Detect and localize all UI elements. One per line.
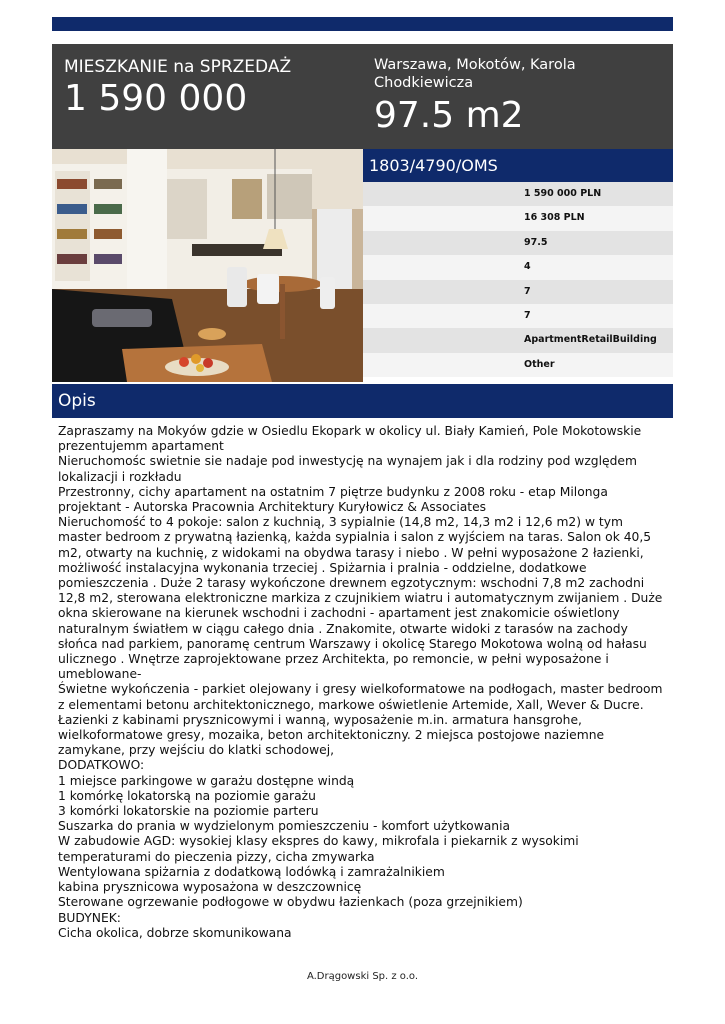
description-paragraph: Nieruchomośc swietnie sie nadaje pod inwestycję na wynajem jak i dla rodziny pod względem lokalizacji i rozkładu <box>58 454 637 484</box>
detail-value: 7 <box>524 309 531 321</box>
top-accent-bar <box>52 17 673 31</box>
description-paragraph: Przestronny, cichy apartament na ostatnim 7 piętrze budynku z 2008 roku - etap Milonga projektant - Autorska Pracownia Architektury Kuryłowicz & Associates <box>58 484 608 515</box>
detail-value: 1 590 000 PLN <box>524 188 602 199</box>
listing-area: 97.5 m2 <box>374 95 524 136</box>
detail-row-price <box>363 182 673 206</box>
description-paragraph: kabina prysznicowa wyposażona w deszczownicę <box>58 880 362 895</box>
listing-reference: 1803/4790/OMS <box>363 149 673 182</box>
listing-header <box>52 44 673 149</box>
description-paragraph: Cicha okolica, dobrze skomunikowana <box>58 925 292 940</box>
description-paragraph: Zapraszamy na Mokyów gdzie w Osiedlu Ekopark w okolicy ul. Biały Kamień, Pole Mokotowskie prezentujemm apartament <box>58 424 642 454</box>
detail-value: 4 <box>524 261 531 273</box>
detail-value: 7 <box>524 285 531 297</box>
description-paragraph: Świetne wykończenia - parkiet olejowany i gresy wielkoformatowe na podłogach, master bedroom z elementami betonu architektonicznego, markowe oświetlenie Artemide, Xall, Wever & Ducre. <box>58 682 663 712</box>
description-paragraph: W zabudowie AGD: wysokiej klasy ekspres do kawy, mikrofala i piekarnik z wysokimi temperaturami do pieczenia pizzy, cicha zmywarka <box>58 834 579 864</box>
details-table <box>363 182 673 377</box>
description-body <box>58 424 670 941</box>
detail-value: ApartmentRetailBuilding <box>524 334 657 346</box>
header-left <box>64 56 364 120</box>
detail-value: 16 308 PLN <box>524 212 585 224</box>
listing-type: MIESZKANIE na SPRZEDAŻ <box>64 57 292 77</box>
detail-row-area <box>363 231 673 255</box>
description-paragraph: BUDYNEK: <box>58 910 121 925</box>
detail-row-price-per-m2 <box>363 206 673 230</box>
description-paragraph: Sterowane ogrzewanie podłogowe w obydwu łazienkach (poza grzejnikiem) <box>58 895 523 910</box>
description-paragraph: Suszarka do prania w wydzielonym pomieszczeniu - komfort użytkowania <box>58 819 511 834</box>
detail-row-rooms <box>363 255 673 279</box>
description-heading: Opis <box>52 384 673 418</box>
listing-location: Warszawa, Mokotów, Karola Chodkiewicza <box>374 57 576 91</box>
detail-row-floors-total <box>363 304 673 328</box>
description-paragraph: Nieruchomość to 4 pokoje: salon z kuchnią, 3 sypialnie (14,8 m2, 14,3 m2 i 12,6 m2) w tym master bedroom z prywatną łazienką, każda sypialnia i salon z wyjściem na taras. Salon ok 40,5 m2, otwarty na kuchnię, z widokami na obydwa tarasy i niebo . W pełni wyposażone 2 łazienki, możliwość instalacyjna wykonania trzeciej . Spiżarnia i pralnia - oddzielne, dodatkowe pomieszczenia . Duże 2 tarasy wykończone drewnem egzotycznym: wschodni 7,8 m2 zachodni 12,8 m2, sterowana elektroniczne markiza z czujnikiem wiatru i automatycznym zwijaniem . Duże okna skierowane na kierunek wschodni i zachodni - apartament jest znakomicie oświetlony naturalnym światłem w ciągu całego dnia . Znakomite, otwarte widoki z tarasów na zachody słońca nad parkiem, panoramę centrum Warszawy i okolicę Starego Mokotowa wolną od hałasu ulicznego . Wnętrze zaprojektowane przez Architekta, po remoncie, w pełni wyposażone i umeblowane- <box>58 515 663 682</box>
detail-value: Other <box>524 358 555 370</box>
listing-price: 1 590 000 <box>64 78 248 119</box>
description-paragraph: Łazienki z kabinami prysznicowymi i wanną, wyposażenie m.in. armatura hansgrohe, wielkoformatowe gresy, mozaika, beton architektoniczny. 2 miejsca postojowe naziemne zamykane, przy wejściu do klatki schodowej, <box>58 712 605 758</box>
detail-row-building-type <box>363 328 673 352</box>
detail-row-other <box>363 353 673 377</box>
description-paragraph: 1 komórkę lokatorską na poziomie garażu <box>58 788 316 803</box>
header-right <box>374 56 664 138</box>
detail-value: 97.5 <box>524 236 548 248</box>
footer-company: A.Drągowski Sp. z o.o. <box>306 971 419 982</box>
description-paragraph: 1 miejsce parkingowe w garażu dostępne windą <box>58 773 355 788</box>
detail-row-floor <box>363 280 673 304</box>
description-paragraph: 3 komórki lokatorskie na poziomie parteru <box>58 804 319 819</box>
description-paragraph: Wentylowana spiżarnia z dodatkową lodówką i zamrażalnikiem <box>58 864 445 879</box>
description-paragraph: DODATKOWO: <box>58 758 145 773</box>
apartment-photo <box>52 149 363 382</box>
